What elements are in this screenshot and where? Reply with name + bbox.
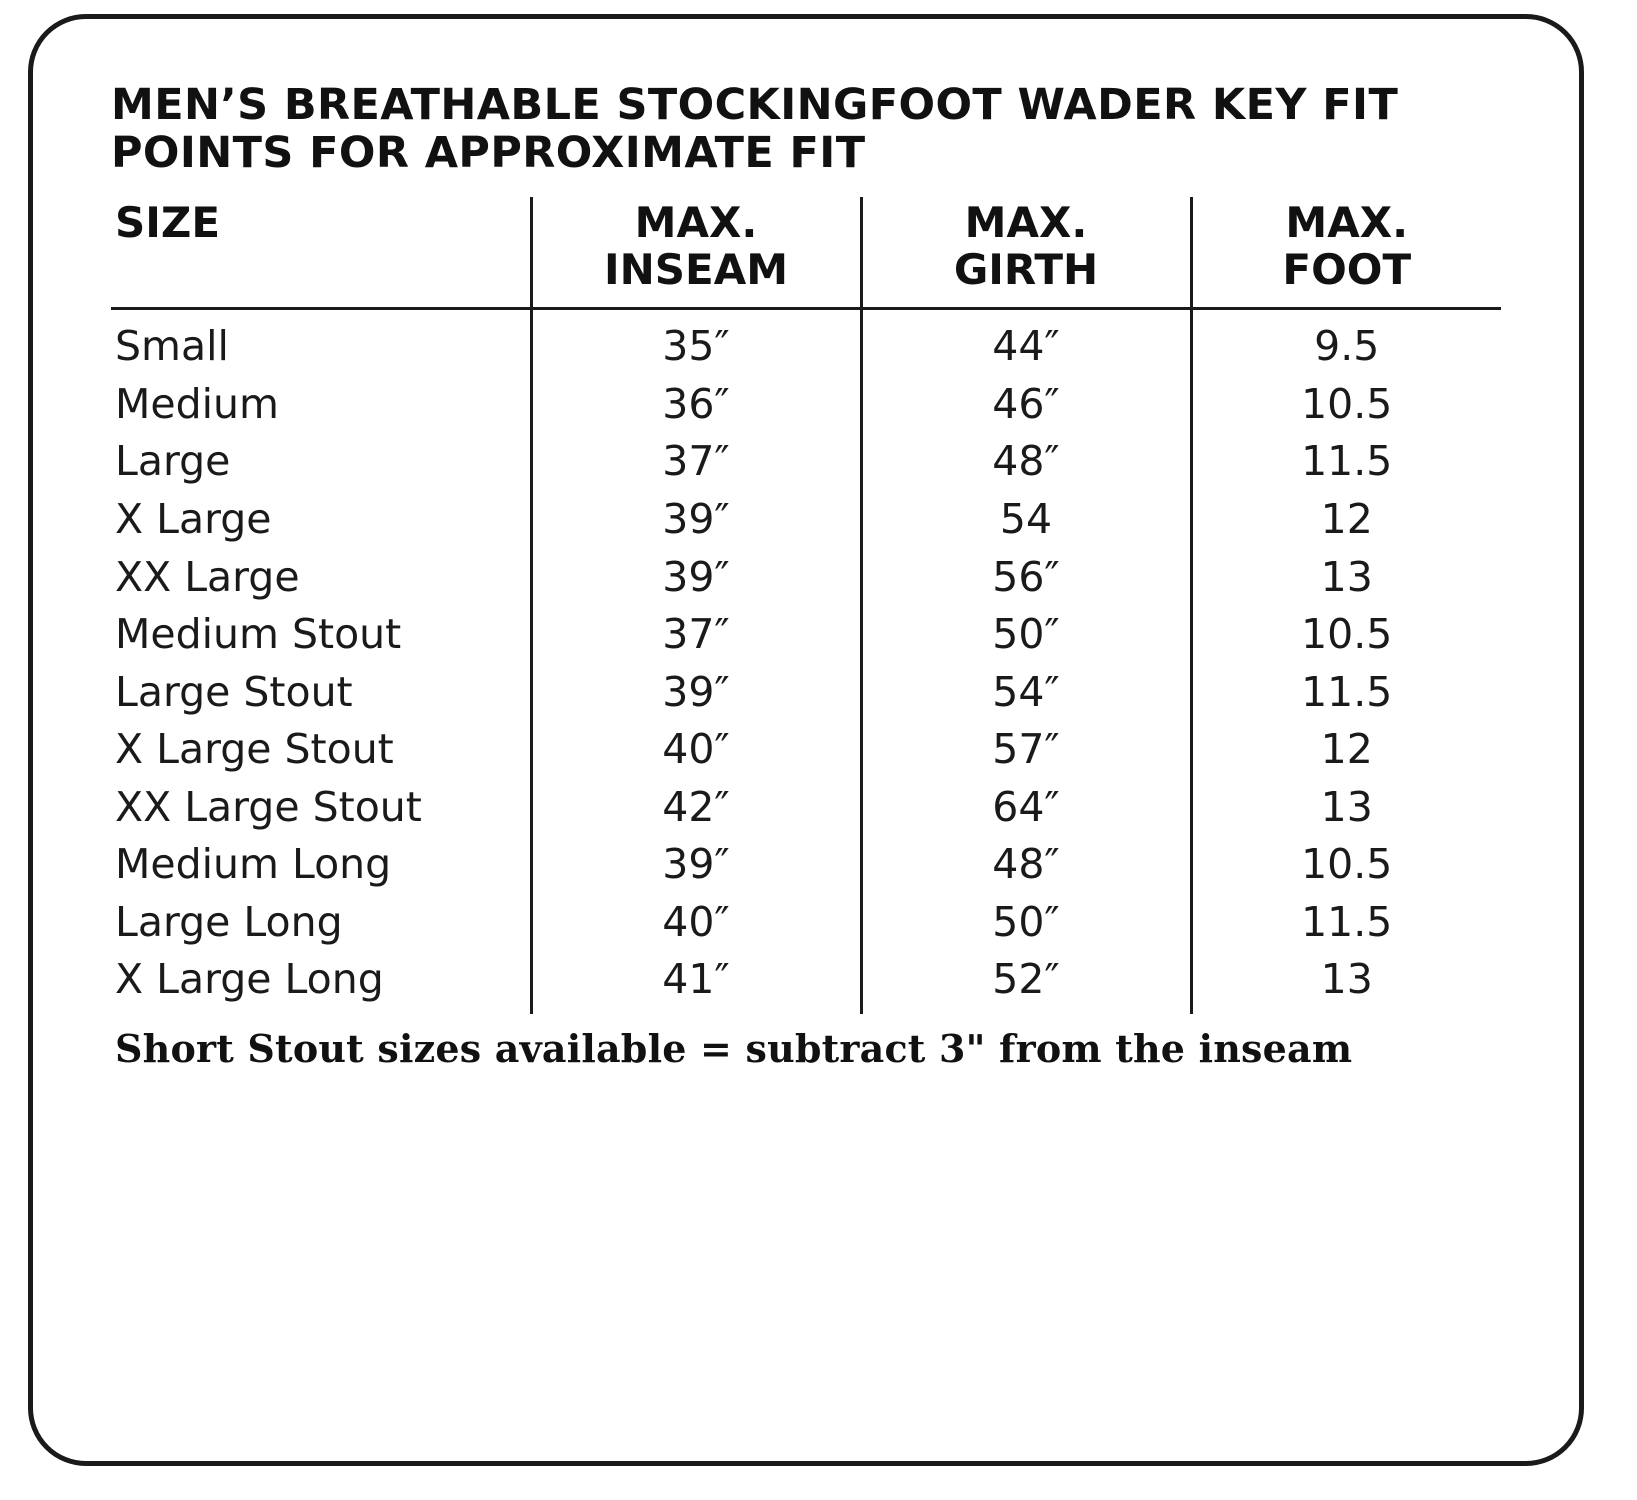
table-row <box>111 894 1501 952</box>
cell-inseam: 41″ <box>531 951 861 1014</box>
cell-size: Small <box>115 322 229 371</box>
column-header-size <box>111 197 531 307</box>
table-body <box>111 309 1501 1014</box>
cell-girth: 54 <box>861 491 1191 549</box>
cell-inseam: 40″ <box>531 894 861 952</box>
cell-size: Medium <box>115 379 279 428</box>
cell-size: Large <box>115 437 231 486</box>
cell-girth: 57″ <box>861 721 1191 779</box>
table-row <box>111 779 1501 837</box>
column-header-max-girth <box>861 197 1191 307</box>
cell-foot: 11.5 <box>1191 433 1501 491</box>
column-header-size-line1: SIZE <box>115 198 221 248</box>
cell-girth: 54″ <box>861 664 1191 722</box>
cell-girth: 64″ <box>861 779 1191 837</box>
table-header-row <box>111 197 1501 307</box>
cell-foot: 10.5 <box>1191 836 1501 894</box>
cell-inseam: 35″ <box>531 309 861 376</box>
cell-girth: 56″ <box>861 549 1191 607</box>
table-row <box>111 491 1501 549</box>
column-header-max-inseam-line1: MAX. <box>634 198 758 248</box>
cell-size: XX Large Stout <box>115 782 422 831</box>
cell-size: X Large Long <box>115 955 384 1004</box>
cell-girth: 44″ <box>861 309 1191 376</box>
column-header-max-girth-line2: GIRTH <box>953 245 1099 295</box>
cell-inseam: 36″ <box>531 376 861 434</box>
cell-size: XX Large <box>115 552 300 601</box>
cell-size: X Large Stout <box>115 725 394 774</box>
cell-girth: 50″ <box>861 606 1191 664</box>
table-row <box>111 721 1501 779</box>
table-row <box>111 376 1501 434</box>
cell-size: Medium Long <box>115 840 392 889</box>
table-row <box>111 606 1501 664</box>
cell-foot: 11.5 <box>1191 894 1501 952</box>
table-header <box>111 197 1501 309</box>
page-title: MEN’S BREATHABLE STOCKINGFOOT WADER KEY FIT POINTS FOR APPROXIMATE FIT <box>111 80 1399 179</box>
column-header-max-foot-line2: FOOT <box>1282 245 1412 295</box>
table-row <box>111 433 1501 491</box>
cell-size: Large Long <box>115 897 343 946</box>
cell-size: Medium Stout <box>115 610 402 659</box>
cell-girth: 48″ <box>861 836 1191 894</box>
cell-foot: 13 <box>1191 779 1501 837</box>
table-row <box>111 309 1501 376</box>
column-header-max-girth-line1: MAX. <box>964 198 1088 248</box>
cell-inseam: 39″ <box>531 549 861 607</box>
cell-foot: 10.5 <box>1191 606 1501 664</box>
cell-inseam: 40″ <box>531 721 861 779</box>
column-header-max-inseam <box>531 197 861 307</box>
cell-inseam: 37″ <box>531 606 861 664</box>
cell-girth: 50″ <box>861 894 1191 952</box>
footnote: Short Stout sizes available = subtract 3" from the inseam <box>115 1025 1353 1071</box>
cell-foot: 10.5 <box>1191 376 1501 434</box>
table-row <box>111 836 1501 894</box>
cell-inseam: 39″ <box>531 836 861 894</box>
column-header-max-foot <box>1191 197 1501 307</box>
cell-girth: 48″ <box>861 433 1191 491</box>
cell-size: X Large <box>115 495 272 544</box>
cell-size: Large Stout <box>115 667 353 716</box>
cell-foot: 13 <box>1191 951 1501 1014</box>
cell-foot: 12 <box>1191 721 1501 779</box>
table-row <box>111 664 1501 722</box>
wader-size-table <box>111 197 1501 1014</box>
cell-inseam: 39″ <box>531 491 861 549</box>
table-row <box>111 951 1501 1014</box>
column-header-max-inseam-line2: INSEAM <box>603 245 789 295</box>
cell-girth: 46″ <box>861 376 1191 434</box>
cell-girth: 52″ <box>861 951 1191 1014</box>
cell-inseam: 37″ <box>531 433 861 491</box>
size-chart-card <box>28 14 1584 1466</box>
size-chart-content <box>111 81 1519 1071</box>
cell-foot: 11.5 <box>1191 664 1501 722</box>
table-row <box>111 549 1501 607</box>
cell-inseam: 39″ <box>531 664 861 722</box>
cell-foot: 12 <box>1191 491 1501 549</box>
cell-foot: 13 <box>1191 549 1501 607</box>
cell-foot: 9.5 <box>1191 309 1501 376</box>
cell-inseam: 42″ <box>531 779 861 837</box>
column-header-max-foot-line1: MAX. <box>1285 198 1409 248</box>
